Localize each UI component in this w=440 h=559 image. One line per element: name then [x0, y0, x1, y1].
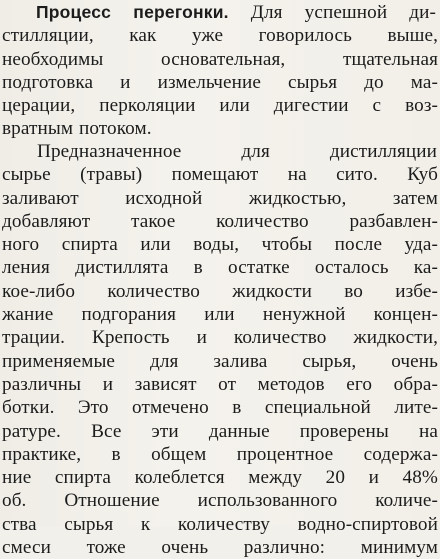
text-line-content: Для успешной ди- — [250, 2, 437, 23]
text-line: необходимы основательная, тщательная — [2, 48, 438, 70]
paragraph-raw-material-preparation — [0, 140, 440, 559]
text-line: ние спирта колеблется между 20 и 48% — [2, 467, 438, 489]
text-line: Предназначенное для дистилляции — [37, 141, 437, 162]
text-line: сырье (травы) помещают на сито. Куб — [2, 164, 438, 186]
text-line: подготовка и измельчение сырья до ма- — [2, 71, 438, 93]
text-line: стилляции, как уже говорилось выше, — [2, 25, 438, 47]
text-line: ного спирта или воды, чтобы после уда- — [2, 234, 438, 256]
text-line: ботки. Это отмечено в специальной лите- — [2, 397, 438, 419]
text-line: различны и зависят от методов его обра- — [2, 373, 438, 395]
text-line: смеси тоже очень различно: минимум — [2, 537, 438, 559]
paragraph-distillation-process — [0, 1, 440, 141]
text-line — [0, 1, 436, 24]
text-line: практике, в общем процентное содержа- — [2, 443, 438, 465]
text-line: ства сырья к количеству водно-спиртовой — [2, 513, 438, 535]
text-line: церации, перколяции или дигестии с воз- — [2, 95, 438, 117]
text-line: добавляют такое количество разбавлен- — [2, 210, 438, 232]
section-heading: Процесс перегонки. — [36, 2, 229, 22]
text-line: вратным потоком. — [2, 118, 152, 140]
text-line: кое-либо количество жидкости во избе- — [2, 280, 438, 302]
text-line: трации. Крепость и количество жидкости, — [2, 327, 438, 349]
text-line: применяемые для залива сырья, очень — [2, 350, 438, 372]
text-line: ления дистиллята в остатке осталось ка- — [2, 257, 438, 279]
text-line: жание подгорания или ненужной концен- — [2, 304, 438, 326]
text-line: ратуре. Все эти данные проверены на — [2, 420, 438, 442]
text-line: заливают исходной жидкостью, затем — [2, 187, 438, 209]
text-line: об. Отношение использованного количе- — [2, 490, 438, 512]
